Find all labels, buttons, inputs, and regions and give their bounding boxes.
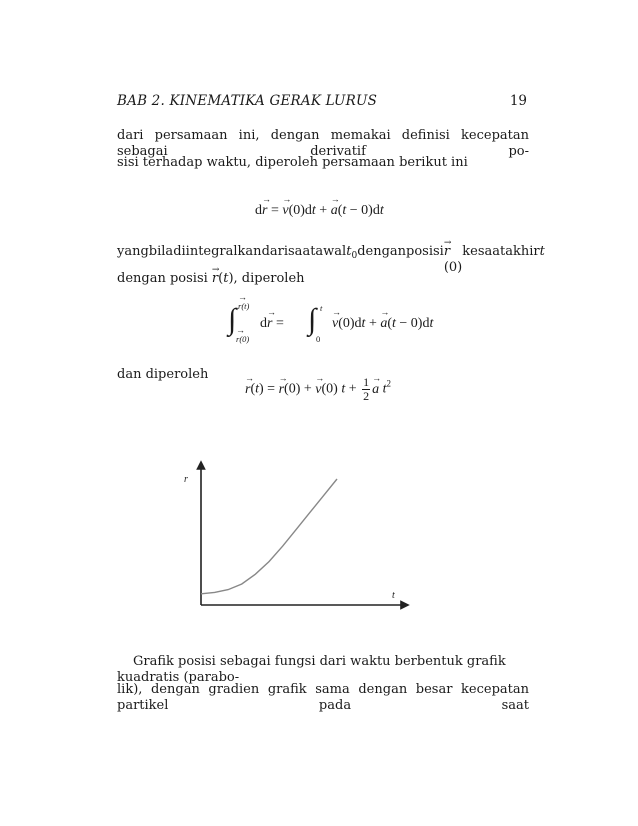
paragraph-4-line-2: lik), dengan gradien grafik sama dengan besar kecepatan partikel pada saat: [117, 682, 529, 713]
y-axis-label: r: [184, 474, 188, 485]
running-header: [117, 93, 527, 113]
page-number: 19: [509, 93, 527, 109]
paragraph-1-line-2: sisi terhadap waktu, diperoleh persamaan berikut ini: [117, 155, 468, 170]
paragraph-1-line-1: dari persamaan ini, dengan memakai definisi kecepatan sebagai derivatif po-: [117, 128, 529, 159]
paragraph-3: dan diperoleh: [117, 367, 209, 382]
lower-limit-1: → r(0): [236, 334, 249, 344]
position-time-graph: [170, 455, 420, 615]
paragraph-4-cont: [117, 682, 529, 714]
lower-limit-2: 0: [316, 334, 321, 344]
upper-limit-1: → r(t): [238, 301, 249, 311]
equation-1: d→ r = → v(0)dt + → a(t − 0)dt: [255, 203, 384, 219]
equation-2: ∫ → r(t) → r(0) d→ r = ∫ t 0 → v(0)dt + → a(t − 0)dt: [228, 303, 428, 347]
x-axis-label: t: [392, 590, 395, 601]
integral-sign-1: ∫: [228, 303, 237, 336]
position-curve: [201, 479, 337, 594]
fraction-half: $\frac{1}{2}$: [363, 375, 370, 403]
integral-sign-2: ∫: [308, 303, 317, 336]
upper-limit-2: t: [320, 303, 323, 313]
equation-3: → r(t) = → r(0) + → v(0) t + $\frac{1}{2}$ → a $t^2$: [245, 376, 391, 403]
paragraph-2-cont: dengan posisi → r(t), diperoleh: [117, 271, 529, 287]
paragraph-1-cont: [117, 155, 529, 171]
paragraph-4-line-1: Grafik posisi sebagai fungsi dari waktu berbentuk grafik kuadratis (parabo-: [117, 654, 506, 685]
paragraph-2-line-1: yang bila diintegralkan dari saat awal $t_0$ dengan posisi → r(0) ke saat akhir t: [117, 244, 529, 276]
chapter-title: BAB 2. KINEMATIKA GERAK LURUS: [117, 93, 378, 109]
